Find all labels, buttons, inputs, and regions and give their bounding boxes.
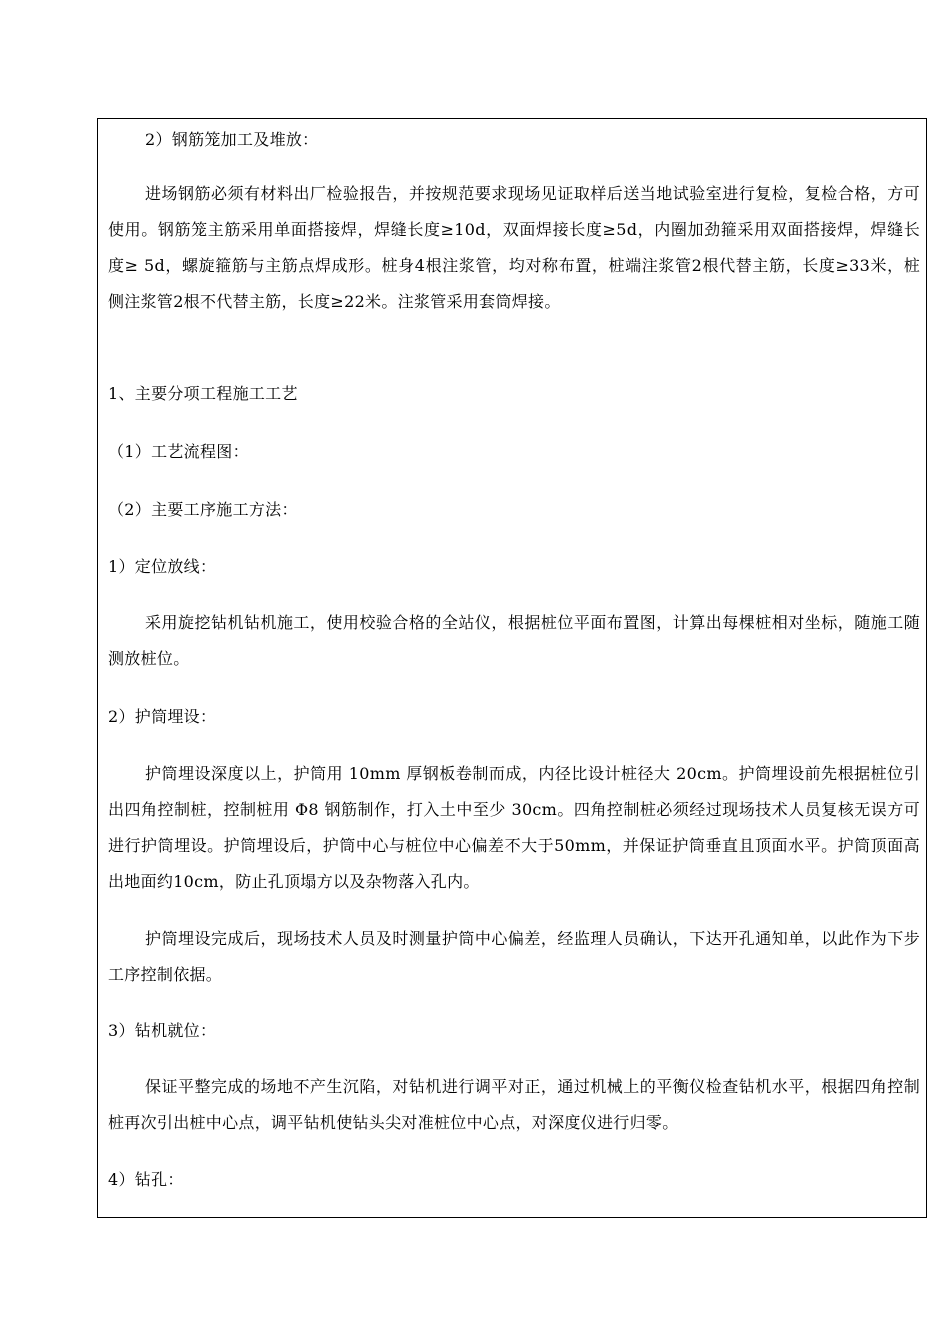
heading-casing: 2）护筒埋设：: [108, 707, 217, 726]
paragraph-casing-2: 护筒埋设完成后，现场技术人员及时测量护筒中心偏差，经监理人员确认，下达开孔通知单，以此作为下步工序控制依据。: [108, 929, 920, 984]
heading-rig: 3）钻机就位：: [108, 1021, 217, 1040]
heading-positioning: 1）定位放线：: [108, 557, 217, 576]
heading-methods: （2）主要工序施工方法：: [108, 500, 298, 519]
paragraph-casing-1: 护筒埋设深度以上，护筒用 10mm 厚钢板卷制而成，内径比设计桩径大 20cm。护筒埋设前先根据桩位引出四角控制桩，控制桩用 Φ8 钢筋制作，打入土中至少 30cm。四角控制桩必须经过现场技术人员复核无误方可进行护筒埋设。护筒埋设后，护筒中心与桩位中心偏差不大于50mm，并保证护筒垂直且顶面水平。护筒顶面高出地面约10cm，防止孔顶塌方以及杂物落入孔内。: [108, 764, 920, 891]
heading-flowchart: （1）工艺流程图：: [108, 442, 249, 461]
paragraph-rebar-cage: 进场钢筋必须有材料出厂检验报告，并按规范要求现场见证取样后送当地试验室进行复检，复检合格，方可使用。钢筋笼主筋采用单面搭接焊，焊缝长度≥10d，双面焊接长度≥5d，内圈加劲箍采用双面搭接焊，焊缝长度≥ 5d，螺旋箍筋与主筋点焊成形。桩身4根注浆管，均对称布置，桩端注浆管2根代替主筋，长度≥33米，桩侧注浆管2根不代替主筋，长度≥22米。注浆管采用套筒焊接。: [108, 184, 920, 311]
paragraph-rig: 保证平整完成的场地不产生沉陷，对钻机进行调平对正，通过机械上的平衡仪检查钻机水平，根据四角控制桩再次引出桩中心点，调平钻机使钻头尖对准桩位中心点，对深度仪进行归零。: [108, 1077, 920, 1132]
heading-main-process: 1、主要分项工程施工工艺: [108, 384, 298, 403]
paragraph-positioning: 采用旋挖钻机钻机施工，使用校验合格的全站仪，根据桩位平面布置图，计算出每棵桩相对坐标，随施工随测放桩位。: [108, 613, 920, 668]
heading-rebar-cage: 2）钢筋笼加工及堆放：: [145, 130, 319, 149]
heading-drilling: 4）钻孔：: [108, 1170, 184, 1189]
